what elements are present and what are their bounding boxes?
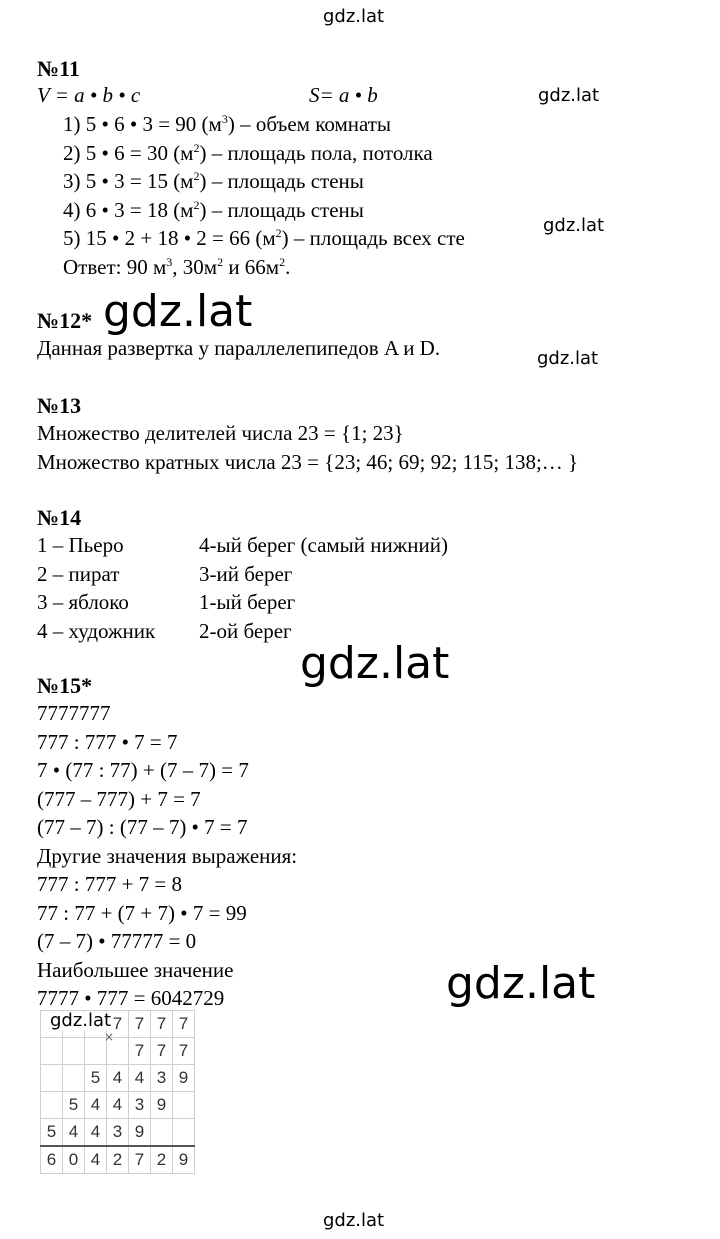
grid-cell: 4	[63, 1119, 85, 1147]
grid-cell: 7	[173, 1011, 195, 1038]
grid-cell: 9	[151, 1092, 173, 1119]
grid-cell: 4	[85, 1119, 107, 1147]
grid-cell: 2	[151, 1146, 173, 1174]
grid-cell: 7	[107, 1011, 129, 1038]
task-11-line-5: 5) 15 • 2 + 18 • 2 = 66 $(м^2)$ – площадь всех сте	[63, 226, 465, 250]
grid-cell: 7	[173, 1038, 195, 1065]
task-11-line-2: 2) 5 • 6 = 30 $(м^2)$ – площадь пола, потолка	[63, 140, 433, 165]
task-14-row-4: 4 – художник 2-ой берег	[37, 618, 292, 643]
watermark-right-2: gdz.lat	[543, 215, 605, 236]
watermark-big-3: gdz.lat	[446, 958, 596, 1009]
task-15-line-1: 7777777	[37, 701, 111, 725]
grid-cell	[63, 1065, 85, 1092]
task-13	[37, 393, 697, 476]
task-13-line-2: Множество кратных числа 23 = {23; 46; 69; 92; 115; 138;… }	[37, 449, 579, 474]
watermark-right-1: gdz.lat	[538, 85, 600, 106]
grid-cell: 9	[173, 1065, 195, 1092]
task-12-text: Данная развертка у параллелепипедов A и D.	[37, 336, 441, 360]
grid-cell: 7	[129, 1146, 151, 1174]
grid-row	[41, 1038, 195, 1065]
watermark-big-2: gdz.lat	[300, 638, 450, 689]
task-11-line-1: 1) 5 • 6 • 3 = 90 $(м^3)$ – объем комнаты	[63, 112, 392, 136]
watermark-grid-corner: gdz.lat	[50, 1010, 112, 1031]
grid-cell: 9	[129, 1119, 151, 1147]
area-formula: S= a • b	[309, 83, 378, 107]
grid-cell: 5	[41, 1119, 63, 1147]
volume-formula: V = a • b • c	[37, 83, 141, 107]
grid-cell: 7	[151, 1011, 173, 1038]
grid-cell	[173, 1119, 195, 1147]
grid-cell: 0	[63, 1146, 85, 1174]
grid-cell: 7	[151, 1038, 173, 1065]
grid-cell	[63, 1038, 85, 1065]
grid-row-result	[41, 1146, 195, 1174]
task-12	[37, 308, 697, 363]
multiplication-sign: ×	[104, 1030, 115, 1044]
task-11-line-4: 4) 6 • 3 = 18 $(м^2)$ – площадь стены	[63, 197, 364, 222]
grid-cell: 4	[85, 1146, 107, 1174]
task-15-line-3: 7 • (77 : 77) + (7 – 7) = 7	[37, 758, 249, 782]
grid-cell	[173, 1092, 195, 1119]
grid-row	[41, 1092, 195, 1119]
formula-row	[37, 82, 697, 110]
task-14-heading: №14	[37, 505, 82, 530]
grid-cell: 4	[107, 1065, 129, 1092]
task-13-line-1: Множество делителей числа 23 = {1; 23}	[37, 421, 404, 445]
task-15-line-9: (7 – 7) • 77777 = 0	[37, 929, 197, 953]
task-14-row-2: 2 – пират 3-ий берег	[37, 561, 293, 586]
grid-cell	[41, 1092, 63, 1119]
grid-cell: 7	[129, 1038, 151, 1065]
grid-cell: 3	[129, 1092, 151, 1119]
task-15	[37, 673, 697, 1013]
grid-cell: 7	[129, 1011, 151, 1038]
grid-cell: 2	[107, 1146, 129, 1174]
grid-cell	[151, 1119, 173, 1147]
grid-cell: 9	[173, 1146, 195, 1174]
grid-cell: 3	[151, 1065, 173, 1092]
task-14-row-1: 1 – Пьеро 4-ый берег (самый нижний)	[37, 533, 448, 557]
grid-row	[41, 1065, 195, 1092]
task-15-line-7: 777 : 777 + 7 = 8	[37, 872, 183, 896]
task-15-heading: №15*	[37, 673, 93, 698]
task-15-line-6: Другие значения выражения:	[37, 843, 298, 868]
task-15-line-8: 77 : 77 + (7 + 7) • 7 = 99	[37, 900, 247, 925]
task-11	[37, 56, 697, 281]
grid-cell: 6	[41, 1146, 63, 1174]
watermark-right-3: gdz.lat	[537, 348, 599, 369]
task-11-heading: №11	[37, 56, 80, 81]
watermark-top: gdz.lat	[323, 6, 385, 27]
grid-cell: 4	[129, 1065, 151, 1092]
grid-cell	[41, 1038, 63, 1065]
task-15-line-11: 7777 • 777 = 6042729	[37, 986, 225, 1010]
grid-cell	[41, 1065, 63, 1092]
task-11-line-3: 3) 5 • 3 = 15 $(м^2)$ – площадь стены	[63, 169, 364, 193]
task-12-heading: №12*	[37, 308, 93, 333]
task-15-line-4: (777 – 777) + 7 = 7	[37, 786, 201, 811]
grid-cell: 4	[107, 1092, 129, 1119]
watermark-bottom: gdz.lat	[323, 1210, 385, 1231]
task-14	[37, 505, 697, 645]
grid-row	[41, 1119, 195, 1147]
task-13-heading: №13	[37, 393, 82, 418]
multiplication-grid	[40, 1010, 195, 1174]
grid-cell: 4	[85, 1092, 107, 1119]
task-14-row-3: 3 – яблоко 1-ый берег	[37, 590, 296, 614]
task-15-line-10: Наибольшее значение	[37, 957, 234, 982]
grid-cell: 5	[85, 1065, 107, 1092]
grid-cell: 3	[107, 1119, 129, 1147]
watermark-big-1: gdz.lat	[103, 286, 253, 337]
grid-cell: 5	[63, 1092, 85, 1119]
task-11-answer: Ответ: 90 $м^3$, $30м^2$ и $66м^2$.	[63, 254, 291, 279]
task-15-line-5: (77 – 7) : (77 – 7) • 7 = 7	[37, 815, 248, 839]
task-15-line-2: 777 : 777 • 7 = 7	[37, 729, 178, 754]
